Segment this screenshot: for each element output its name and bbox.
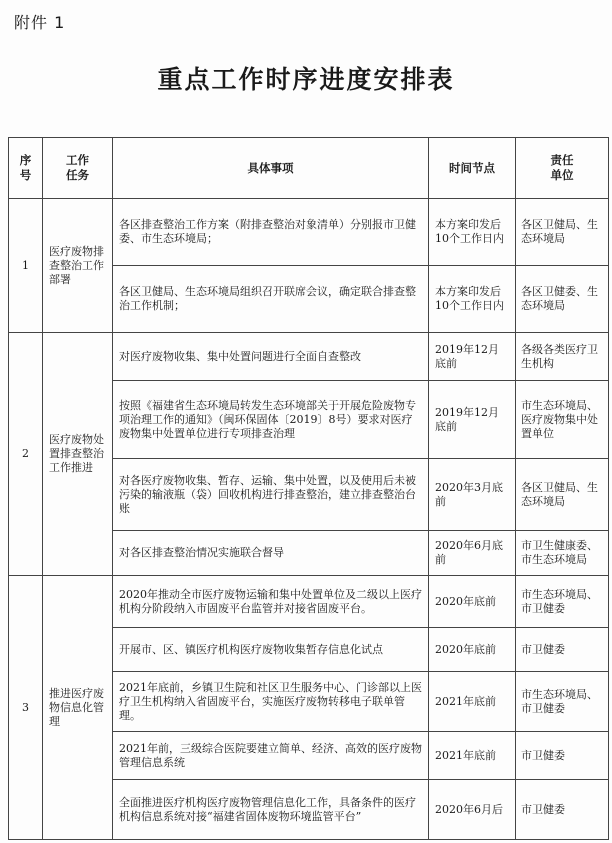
- item-cell: 各区卫健局、生态环境局组织召开联席会议，确定联合排查整治工作机制；: [113, 266, 429, 333]
- item-cell: 对医疗废物收集、集中处置问题进行全面自查整改: [113, 333, 429, 381]
- time-cell: 2019年12月底前: [429, 381, 516, 459]
- schedule-table: [8, 137, 609, 840]
- attachment-label: 附件 1: [14, 13, 66, 32]
- time-cell: 2019年12月底前: [429, 333, 516, 381]
- item-cell: 开展市、区、镇医疗机构医疗废物收集暂存信息化试点: [113, 628, 429, 672]
- unit-cell: 市生态环境局、市卫健委: [516, 672, 609, 732]
- header-item: 具体事项: [113, 138, 429, 199]
- time-cell: 2020年6月底前: [429, 531, 516, 576]
- table-row: [9, 199, 609, 266]
- item-cell: 按照《福建省生态环境局转发生态环境部关于开展危险废物专项治理工作的通知》（闽环保固体〔2019〕8号）要求对医疗废物集中处置单位进行专项排查治理: [113, 381, 429, 459]
- unit-cell: 各级各类医疗卫生机构: [516, 333, 609, 381]
- header-task: 工作 任务: [43, 138, 113, 199]
- time-cell: 2020年3月底前: [429, 459, 516, 531]
- row-number: 2: [9, 333, 43, 576]
- time-cell: 本方案印发后10个工作日内: [429, 199, 516, 266]
- task-cell: 推进医疗废物信息化管理: [43, 576, 113, 840]
- time-cell: 2020年底前: [429, 628, 516, 672]
- unit-cell: 市卫健委: [516, 780, 609, 840]
- item-cell: 对各区排查整治情况实施联合督导: [113, 531, 429, 576]
- unit-cell: 各区卫健局、生态环境局: [516, 199, 609, 266]
- time-cell: 2021年底前: [429, 672, 516, 732]
- unit-cell: 市生态环境局、医疗废物集中处置单位: [516, 381, 609, 459]
- item-cell: 全面推进医疗机构医疗废物管理信息化工作，具备条件的医疗机构信息系统对接“福建省固体废物环境监管平台”: [113, 780, 429, 840]
- time-cell: 2020年底前: [429, 576, 516, 628]
- task-cell: 医疗废物排查整治工作部署: [43, 199, 113, 333]
- unit-cell: 各区卫健委、生态环境局: [516, 266, 609, 333]
- task-cell: 医疗废物处置排查整治工作推进: [43, 333, 113, 576]
- unit-cell: 各区卫健局、生态环境局: [516, 459, 609, 531]
- unit-cell: 市生态环境局、市卫健委: [516, 576, 609, 628]
- item-cell: 2021年底前，乡镇卫生院和社区卫生服务中心、门诊部以上医疗卫生机构纳入省固废平台，实施医疗废物转移电子联单管理。: [113, 672, 429, 732]
- row-number: 1: [9, 199, 43, 333]
- table-row: [9, 333, 609, 381]
- time-cell: 2021年底前: [429, 732, 516, 780]
- item-cell: 各区排查整治工作方案（附排查整治对象清单）分别报市卫健委、市生态环境局；: [113, 199, 429, 266]
- item-cell: 2021年前，三级综合医院要建立简单、经济、高效的医疗废物管理信息系统: [113, 732, 429, 780]
- item-cell: 2020年推动全市医疗废物运输和集中处置单位及二级以上医疗机构分阶段纳入市固废平台监管并对接省固废平台。: [113, 576, 429, 628]
- time-cell: 本方案印发后10个工作日内: [429, 266, 516, 333]
- time-cell: 2020年6月后: [429, 780, 516, 840]
- unit-cell: 市卫健委: [516, 628, 609, 672]
- header-no: 序 号: [9, 138, 43, 199]
- unit-cell: 市卫生健康委、市生态环境局: [516, 531, 609, 576]
- unit-cell: 市卫健委: [516, 732, 609, 780]
- row-number: 3: [9, 576, 43, 840]
- header-time: 时间节点: [429, 138, 516, 199]
- header-unit: 责任 单位: [516, 138, 609, 199]
- item-cell: 对各医疗废物收集、暂存、运输、集中处置，以及使用后未被污染的输液瓶（袋）回收机构进行排查整治，建立排查整治台账: [113, 459, 429, 531]
- document-title: 重点工作时序进度安排表: [157, 65, 455, 94]
- header-row: [9, 138, 609, 199]
- table-row: [9, 576, 609, 628]
